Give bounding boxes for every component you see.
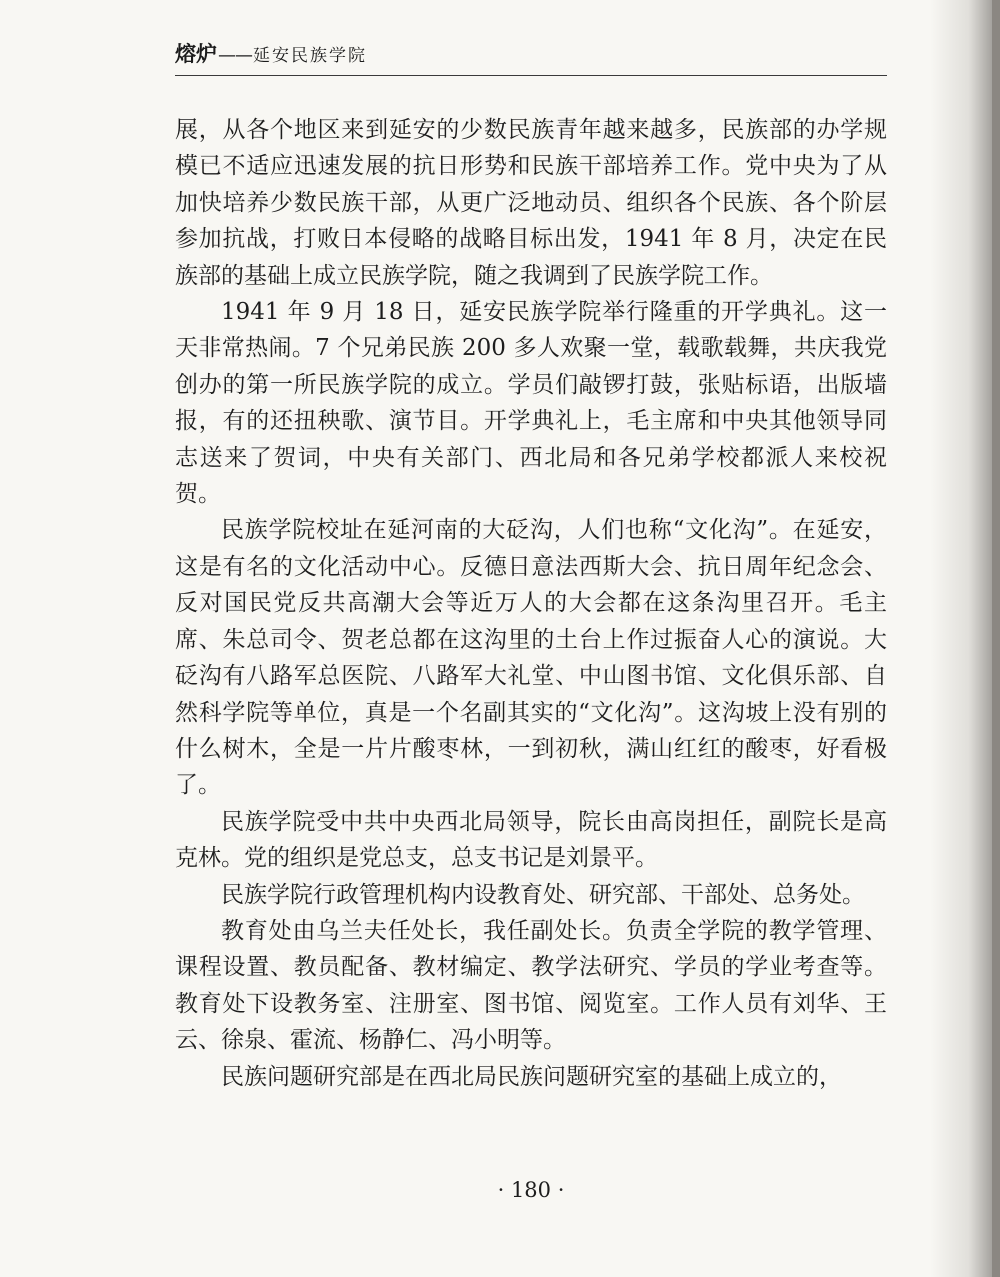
page-number: · 180 · [497,1178,565,1202]
paragraph: 民族学院校址在延河南的大砭沟，人们也称“文化沟”。在延安，这是有名的文化活动中心。反德日意法西斯大会、抗日周年纪念会、反对国民党反共高潮大会等近万人的大会都在这条沟里召开。毛主席、朱总司令、贺老总都在这沟里的土台上作过振奋人心的演说。大砭沟有八路军总医院、八路军大礼堂、中山图书馆、文化俱乐部、自然科学院等单位，真是一个名副其实的“文化沟”。这沟坡上没有别的什么树木，全是一片片酸枣林，一到初秋，满山红红的酸枣，好看极了。 [175,517,887,799]
header-subtitle: 延安民族学院 [253,46,367,66]
paragraph: 教育处由乌兰夫任处长，我任副处长。负责全学院的教学管理、课程设置、教员配备、教材编定、教学法研究、学员的学业考查等。教育处下设教务室、注册室、图书馆、阅览室。工作人员有刘华、王云、徐泉、霍流、杨静仁、冯小明等。 [175,917,887,1054]
paragraph-continued: 展，从各个地区来到延安的少数民族青年越来越多，民族部的办学规模已不适应迅速发展的抗日形势和民族干部培养工作。党中央为了从加快培养少数民族干部，从更广泛地动员、组织各个民族、各个阶层参加抗战，打败日本侵略的战略目标出发，1941 年 8 月，决定在民族部的基础上成立民族学院，随之我调到了民族学院工作。 [175,117,887,289]
header-separator: —— [218,45,252,66]
page-gutter-shadow [930,0,1000,1277]
paragraph: 民族学院受中共中央西北局领导，院长由高岗担任，副院长是高克林。党的组织是党总支，总支书记是刘景平。 [175,808,887,872]
paragraph: 民族问题研究部是在西北局民族问题研究室的基础上成立的， [221,1063,842,1090]
body-text [175,112,887,1095]
header-rule [175,75,887,76]
page-edge [992,0,1000,1277]
running-header [175,38,367,70]
header-title: 熔炉 [175,42,217,66]
paragraph: 1941 年 9 月 18 日，延安民族学院举行隆重的开学典礼。这一天非常热闹。7 个兄弟民族 200 多人欢聚一堂，载歌载舞，共庆我党创办的第一所民族学院的成立。学员们敲锣打鼓，张贴标语，出版墙报，有的还扭秧歌、演节目。开学典礼上，毛主席和中央其他领导同志送来了贺词，中央有关部门、西北局和各兄弟学校都派人来校祝贺。 [175,299,887,508]
paragraph: 民族学院行政管理机构内设教育处、研究部、干部处、总务处。 [221,881,865,908]
